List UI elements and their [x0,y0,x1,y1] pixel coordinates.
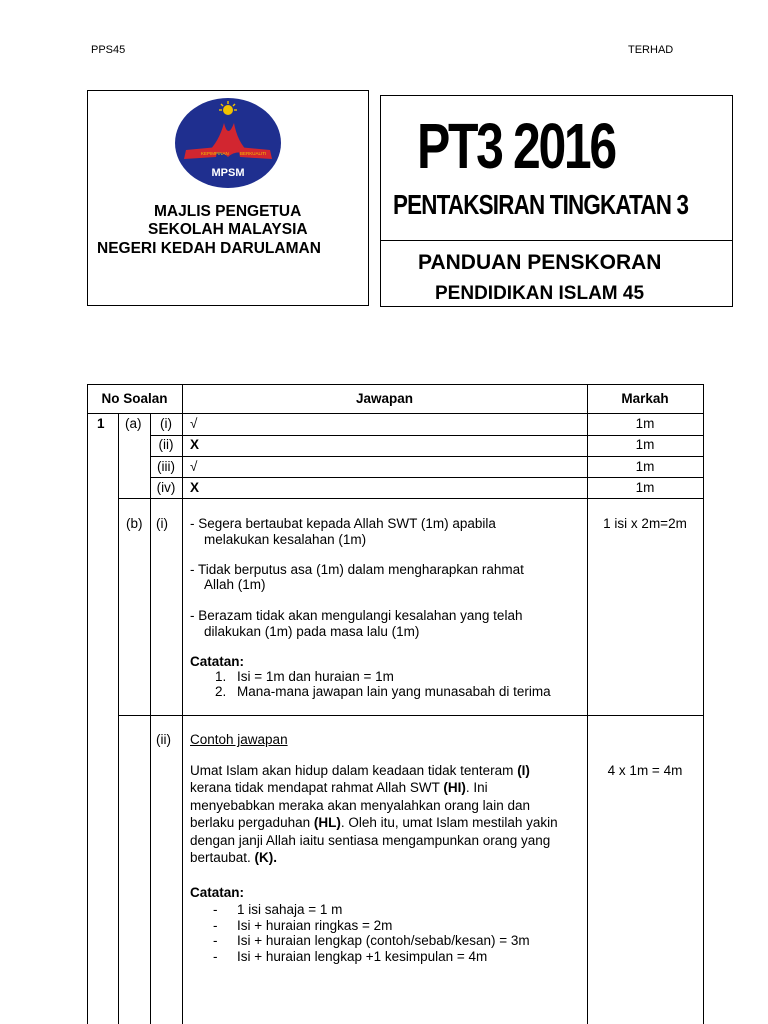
mark-cell: 1m [635,459,655,474]
exam-subtitle: PENTAKSIRAN TINGKATAN 3 [393,189,689,220]
sub-label: (iv) [156,480,176,495]
note-item: Isi = 1m dan huraian = 1m [237,669,394,684]
note-item: Isi + huraian ringkas = 2m [237,918,393,933]
org-line-2: SEKOLAH MALAYSIA [148,221,308,238]
answer-point: dilakukan (1m) pada masa lalu (1m) [204,624,420,639]
classification-label: TERHAD [628,44,674,56]
sub-label: (ii) [156,732,171,747]
answer-cell: X [190,480,200,495]
mark-cell: 4 x 1m = 4m [607,763,683,778]
scheme-title: PANDUAN PENSKORAN [418,251,662,274]
sub-label: (i) [160,416,172,431]
note-item: Isi + huraian lengkap (contoh/sebab/kesan) = 3m [237,933,530,948]
header-no-soalan: No Soalan [101,391,168,406]
question-number: 1 [97,416,105,431]
logo-banner-left: KEPIMPINAN [201,151,229,156]
answer-cell: X [190,437,200,452]
answer-cell: √ [190,459,198,474]
answer-cell: √ [190,416,198,431]
org-box [87,90,369,306]
note-number: 2. [215,684,227,699]
logo-banner-right: BERKUALITI [240,151,267,156]
note-bullet: - [213,902,218,917]
note-bullet: - [213,933,218,948]
answer-line: kerana tidak mendapat rahmat Allah SWT (HI). Ini [190,780,488,795]
answer-line: bertaubat. (K). [190,850,278,865]
note-heading: Catatan: [190,885,245,900]
answer-line: dengan janji Allah iaitu sentiasa mengampunkan orang yang [190,833,551,848]
note-item: 1 isi sahaja = 1 m [237,902,343,917]
mark-cell: 1m [635,416,655,431]
org-line-3: NEGERI KEDAH DARULAMAN [97,240,321,257]
note-bullet: - [213,918,218,933]
note-item: Isi + huraian lengkap +1 kesimpulan = 4m [237,949,488,964]
subject-title: PENDIDIKAN ISLAM 45 [435,283,645,304]
part-a-label: (a) [125,416,142,431]
answer-line: Umat Islam akan hidup dalam keadaan tidak tenteram (I) [190,763,530,778]
sun-icon [223,105,233,115]
page-code: PPS45 [91,44,126,56]
answer-point: - Segera bertaubat kepada Allah SWT (1m) apabila [190,516,496,531]
sub-label: (iii) [157,459,175,474]
answer-point: Allah (1m) [204,577,266,592]
answer-line: menyebabkan meraka akan menyalahkan orang lain dan [190,798,530,813]
answer-point: - Tidak berputus asa (1m) dalam mengharapkan rahmat [190,562,524,577]
exam-title: PT3 2016 [417,110,615,182]
part-b-label: (b) [126,516,143,531]
note-bullet: - [213,949,218,964]
note-item: Mana-mana jawapan lain yang munasabah di terima [237,684,551,699]
mpsm-logo [174,97,282,189]
title-divider [381,240,732,241]
answer-point: - Berazam tidak akan mengulangi kesalahan yang telah [190,608,523,623]
mark-cell: 1m [635,480,655,495]
sub-label: (ii) [158,437,174,452]
note-heading: Catatan: [190,654,245,669]
answer-point: melakukan kesalahan (1m) [204,532,367,547]
sub-label: (i) [156,516,168,531]
example-heading: Contoh jawapan [190,732,288,747]
logo-initials: MPSM [211,167,245,179]
mark-cell: 1 isi x 2m=2m [603,516,687,531]
note-number: 1. [215,669,227,684]
answer-line: berlaku pergaduhan (HL). Oleh itu, umat Islam mestilah yakin [190,815,558,830]
header-jawapan: Jawapan [355,391,414,406]
header-markah: Markah [621,391,669,406]
mark-cell: 1m [635,437,655,452]
org-line-1: MAJLIS PENGETUA [154,203,302,220]
title-box [380,95,733,307]
